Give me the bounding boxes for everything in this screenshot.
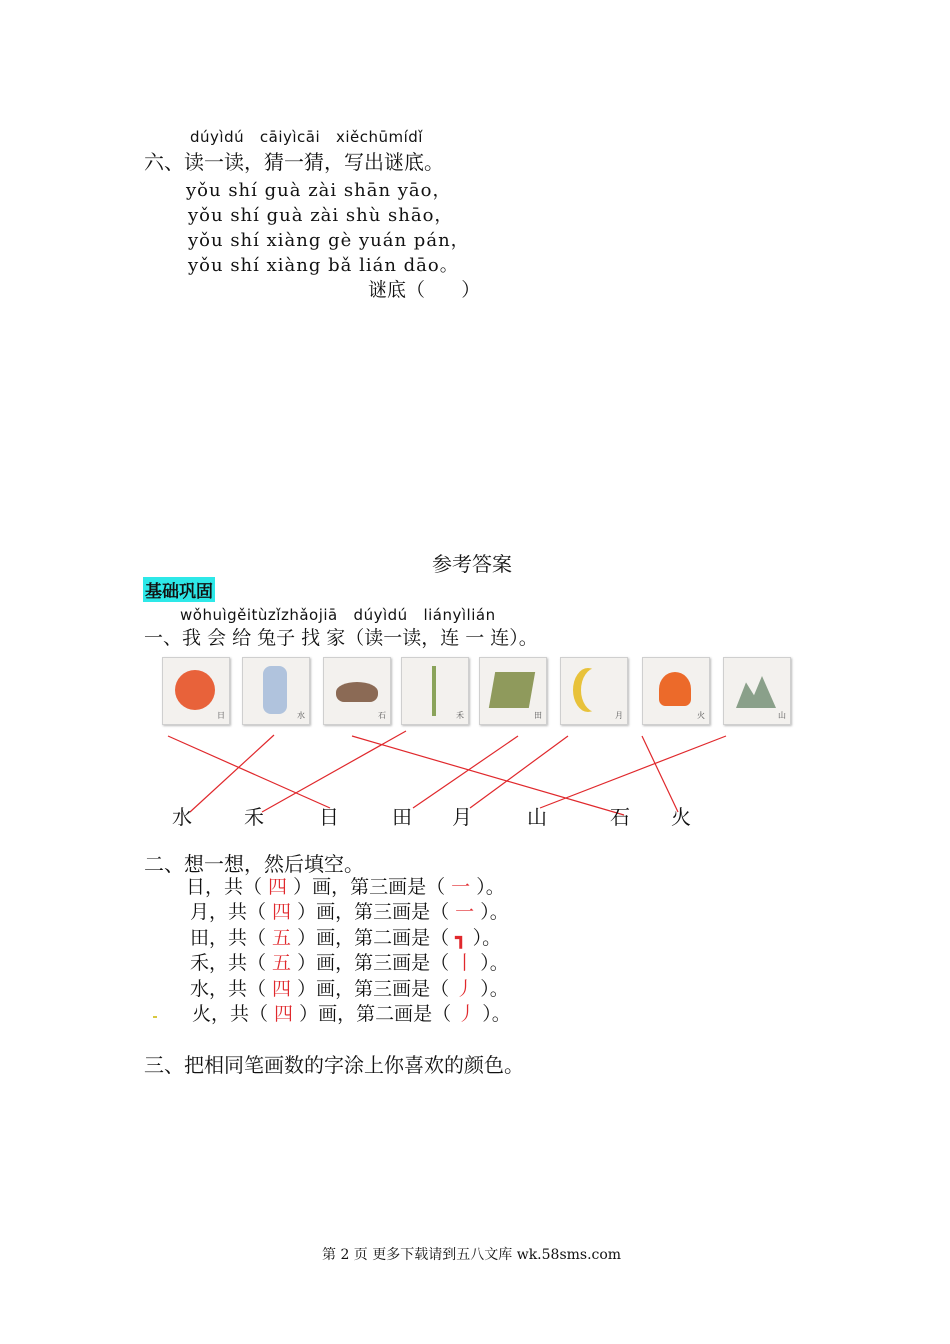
fill-row-4 xyxy=(190,948,509,975)
fill-row-2 xyxy=(190,897,509,924)
q1-title: 一、我 会 给 兔子 找 家（读一读，连 一 连）。 xyxy=(144,627,538,649)
stroke-answer: 丿 xyxy=(457,1003,477,1025)
row-char: 水，共（ xyxy=(190,977,273,1000)
row-middle: ）画，第二画是（ xyxy=(291,926,456,949)
character-8: 火 xyxy=(671,805,691,829)
q2-title: 二、想一想，然后填空。 xyxy=(144,852,364,876)
riddle-line-2: yǒu shí guà zài shù shāo， xyxy=(188,205,454,226)
fill-row-3 xyxy=(190,923,501,950)
sun-picture-tag: 日 xyxy=(217,711,225,720)
row-middle: ）画，第三画是（ xyxy=(291,977,456,1000)
character-3: 日 xyxy=(319,805,339,829)
match-line-4 xyxy=(262,731,406,812)
row-end: ）。 xyxy=(476,1003,511,1025)
character-6: 山 xyxy=(527,805,547,829)
field-picture-tag: 田 xyxy=(534,711,542,720)
riddle-line-4: yǒu shí xiàng bǎ lián dāo。 xyxy=(188,255,459,276)
row-end: ）。 xyxy=(470,876,505,898)
match-line-8 xyxy=(540,736,726,808)
stroke-count: 四 xyxy=(272,977,292,1000)
stroke-count: 五 xyxy=(272,926,292,949)
row-middle: ）画，第二画是（ xyxy=(293,1003,458,1025)
section6-pinyin: dúyìdú cāiyìcāi xiěchūmídǐ xyxy=(190,128,423,146)
row-char: 月，共（ xyxy=(190,901,273,924)
character-5: 月 xyxy=(452,805,472,829)
stroke-count: 四 xyxy=(268,876,288,898)
row-middle: ）画，第三画是（ xyxy=(291,901,456,924)
stroke-count: 五 xyxy=(272,952,292,975)
page-footer: 第 2 页 更多下载请到五八文库 wk.58sms.com xyxy=(322,1247,622,1263)
answers-heading: 参考答案 xyxy=(432,552,512,576)
character-4: 田 xyxy=(392,805,412,829)
stroke-count: 四 xyxy=(272,901,292,924)
stroke-answer: 一 xyxy=(455,901,475,924)
riddle-answer-label: 谜底（ ） xyxy=(368,279,481,301)
match-line-1 xyxy=(168,736,330,808)
row-char: 禾，共（ xyxy=(190,952,273,975)
match-line-6 xyxy=(470,736,568,808)
stroke-answer: 丿 xyxy=(455,977,475,1000)
row-end: ）。 xyxy=(474,901,509,924)
riddle-line-3: yǒu shí xiàng gè yuán pán， xyxy=(188,230,470,251)
stone-picture-tag: 石 xyxy=(378,711,386,720)
stroke-answer: 一 xyxy=(451,876,471,898)
row-end: ）。 xyxy=(474,952,509,975)
section-badge: 基础巩固 xyxy=(143,577,215,602)
stray-mark xyxy=(153,1016,157,1018)
character-1: 水 xyxy=(172,805,192,829)
match-line-5 xyxy=(413,736,518,808)
q3-title: 三、把相同笔画数的字涂上你喜欢的颜色。 xyxy=(144,1053,524,1077)
grain-picture-tag: 禾 xyxy=(456,711,464,720)
fill-row-1 xyxy=(186,872,505,899)
row-end: ）。 xyxy=(474,977,509,1000)
row-char: 田，共（ xyxy=(190,926,273,949)
moon-picture-tag: 月 xyxy=(615,711,623,720)
row-middle: ）画，第三画是（ xyxy=(291,952,456,975)
row-end: ）。 xyxy=(466,926,502,949)
character-2: 禾 xyxy=(244,805,264,829)
row-char: 日，共（ xyxy=(186,876,269,898)
fire-picture-tag: 火 xyxy=(697,711,705,720)
mountain-picture-tag: 山 xyxy=(778,711,786,720)
row-char: 火，共（ xyxy=(192,1003,275,1025)
stroke-count: 四 xyxy=(274,1003,294,1025)
row-middle: ）画，第三画是（ xyxy=(287,876,452,898)
water-picture-tag: 水 xyxy=(297,711,305,720)
riddle-line-1: yǒu shí guà zài shān yāo， xyxy=(186,180,452,201)
q1-pinyin: wǒhuìgěitùzǐzhǎojiā dúyìdú liányìlián xyxy=(180,606,496,624)
fill-row-5 xyxy=(190,974,509,1001)
stroke-answer: ┓ xyxy=(455,926,467,949)
fill-row-6 xyxy=(192,999,511,1026)
character-7: 石 xyxy=(610,805,630,829)
stroke-answer: 丨 xyxy=(455,952,475,975)
section6-title: 六、读一读，猜一猜，写出谜底。 xyxy=(144,150,444,174)
